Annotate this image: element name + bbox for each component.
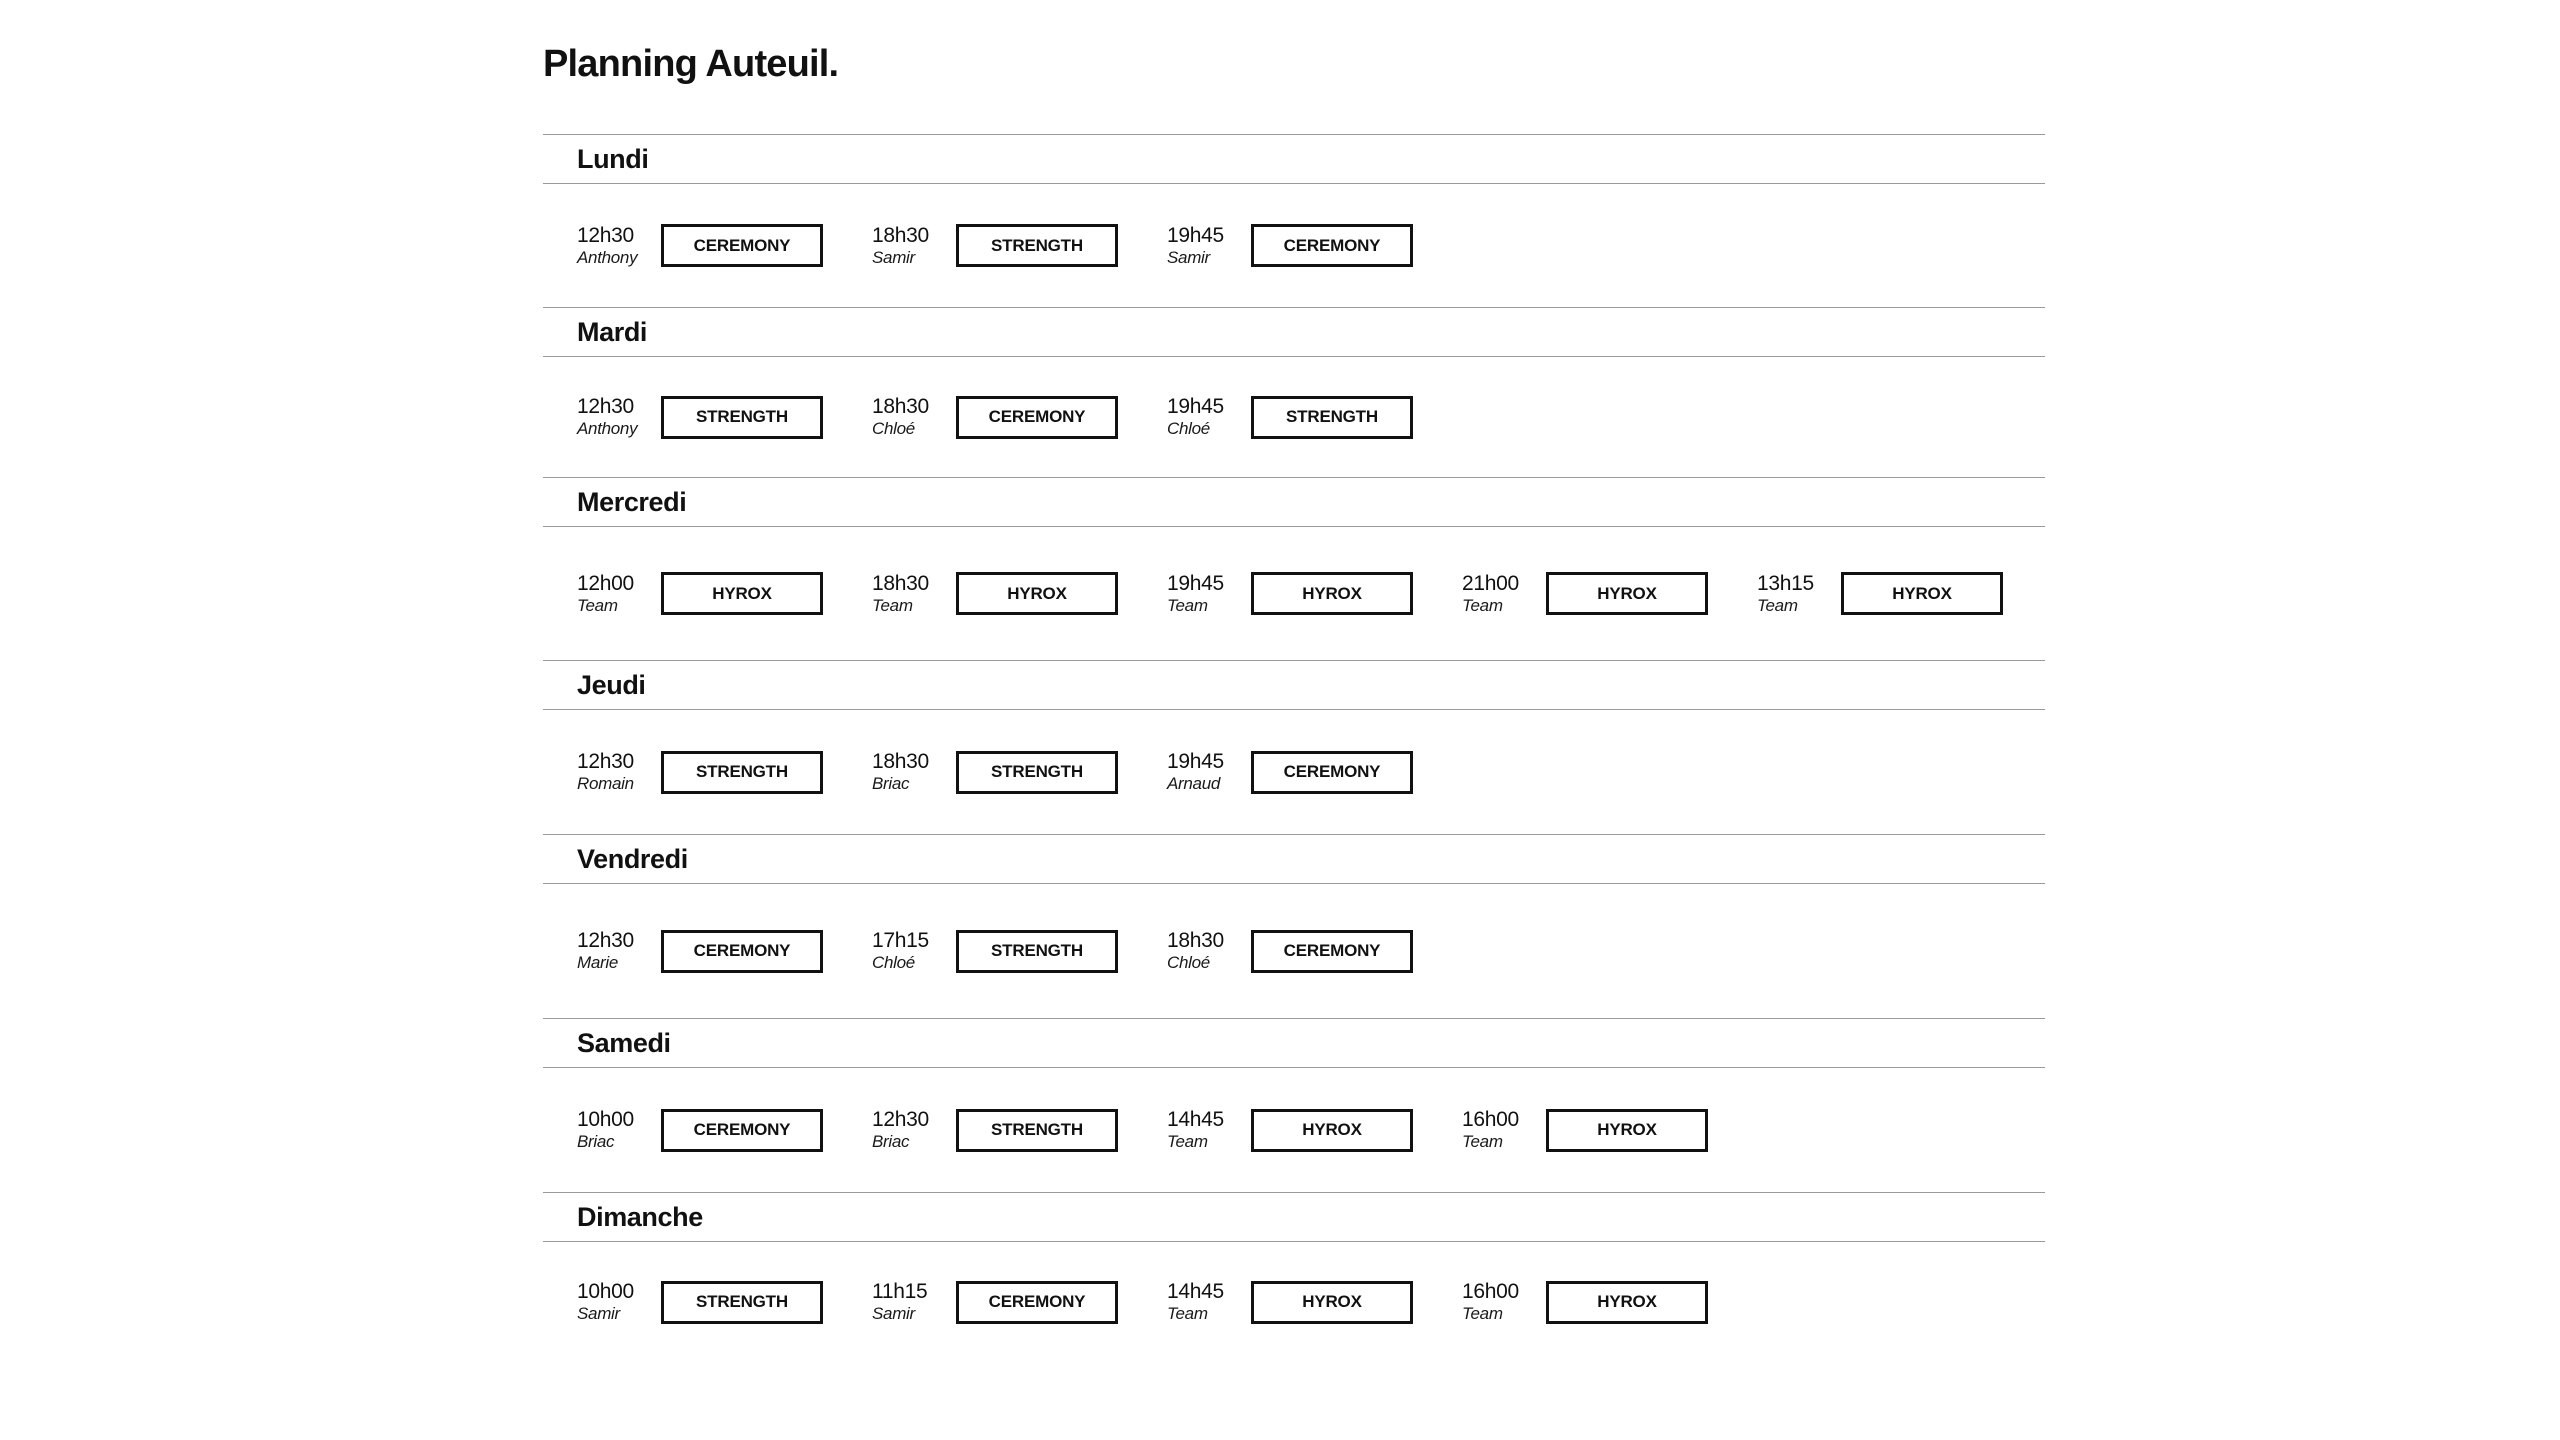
session-coach: Briac (872, 774, 910, 793)
day-sessions-row (543, 1242, 2045, 1362)
session-info (872, 224, 956, 268)
class-badge-button[interactable]: STRENGTH (661, 1281, 823, 1324)
day-sessions-row (543, 357, 2045, 477)
session-slot (872, 572, 1167, 616)
page-title: Planning Auteuil. (543, 43, 839, 85)
session-time: 12h30 (577, 395, 634, 418)
session-info (1167, 750, 1251, 794)
session-info (872, 1280, 956, 1324)
session-time: 19h45 (1167, 571, 1224, 595)
session-time: 16h00 (1462, 1280, 1519, 1303)
session-info (1167, 1280, 1251, 1324)
day-sessions-row (543, 184, 2045, 307)
class-badge-button[interactable]: HYROX (1546, 1281, 1708, 1324)
session-slot (1167, 929, 1462, 973)
class-badge-button[interactable]: STRENGTH (661, 751, 823, 794)
class-badge-button[interactable]: HYROX (1251, 1281, 1413, 1324)
session-slot (872, 1108, 1167, 1152)
day-header: Lundi (543, 134, 2045, 184)
session-coach: Samir (577, 1304, 620, 1323)
session-coach: Samir (872, 247, 915, 267)
day-sessions-row (543, 884, 2045, 1018)
day-header: Samedi (543, 1018, 2045, 1068)
day-sessions-row (543, 527, 2045, 660)
day-header: Mardi (543, 307, 2045, 357)
session-coach: Anthony (577, 419, 638, 438)
class-badge-button[interactable]: STRENGTH (956, 930, 1118, 973)
session-time: 12h30 (577, 223, 634, 247)
session-coach: Chloé (1167, 419, 1210, 438)
session-slot (1462, 1108, 1757, 1152)
session-coach: Team (872, 595, 913, 615)
session-time: 18h30 (872, 750, 929, 773)
session-info (1757, 572, 1841, 616)
session-time: 18h30 (1167, 929, 1224, 952)
session-slot (1167, 572, 1462, 616)
class-badge-button[interactable]: STRENGTH (661, 396, 823, 439)
day-header: Dimanche (543, 1192, 2045, 1242)
class-badge-button[interactable]: CEREMONY (1251, 751, 1413, 794)
class-badge-button[interactable]: CEREMONY (661, 224, 823, 267)
session-time: 19h45 (1167, 395, 1224, 418)
session-info (577, 395, 661, 439)
session-info (1167, 572, 1251, 616)
session-coach: Team (1462, 595, 1503, 615)
session-slot (1167, 1280, 1462, 1324)
week-schedule (543, 134, 2045, 1362)
session-time: 12h30 (577, 750, 634, 773)
class-badge-button[interactable]: CEREMONY (661, 1109, 823, 1152)
session-slot (577, 750, 872, 794)
session-slot (1167, 224, 1462, 268)
day-sessions-row (543, 1068, 2045, 1192)
class-badge-button[interactable]: HYROX (661, 572, 823, 615)
session-info (577, 224, 661, 268)
class-badge-button[interactable]: CEREMONY (1251, 930, 1413, 973)
session-time: 21h00 (1462, 571, 1519, 595)
session-slot (872, 395, 1167, 439)
session-coach: Briac (872, 1132, 910, 1151)
session-slot (577, 395, 872, 439)
session-info (1167, 929, 1251, 973)
session-slot (577, 224, 872, 268)
class-badge-button[interactable]: HYROX (956, 572, 1118, 615)
session-time: 18h30 (872, 395, 929, 418)
session-info (1167, 395, 1251, 439)
session-slot (872, 224, 1167, 268)
class-badge-button[interactable]: HYROX (1546, 572, 1708, 615)
session-time: 14h45 (1167, 1280, 1224, 1303)
class-badge-button[interactable]: STRENGTH (956, 1109, 1118, 1152)
class-badge-button[interactable]: CEREMONY (661, 930, 823, 973)
session-info (1462, 572, 1546, 616)
session-coach: Team (1167, 595, 1208, 615)
class-badge-button[interactable]: STRENGTH (956, 224, 1118, 267)
session-slot (577, 1108, 872, 1152)
session-coach: Briac (577, 1132, 615, 1151)
session-slot (1167, 1108, 1462, 1152)
session-slot (1167, 750, 1462, 794)
session-info (577, 1108, 661, 1152)
session-coach: Chloé (872, 953, 915, 972)
session-coach: Team (1167, 1304, 1208, 1323)
session-slot (872, 1280, 1167, 1324)
session-info (1167, 224, 1251, 268)
day-header: Vendredi (543, 834, 2045, 884)
session-time: 12h00 (577, 571, 634, 595)
session-coach: Team (577, 595, 618, 615)
session-slot (577, 572, 872, 616)
session-coach: Team (1167, 1132, 1208, 1151)
session-time: 14h45 (1167, 1108, 1224, 1131)
session-info (872, 1108, 956, 1152)
session-time: 10h00 (577, 1108, 634, 1131)
session-slot (872, 750, 1167, 794)
class-badge-button[interactable]: CEREMONY (956, 396, 1118, 439)
session-time: 17h15 (872, 929, 929, 952)
session-coach: Team (1462, 1132, 1503, 1151)
session-info (872, 572, 956, 616)
session-coach: Marie (577, 953, 619, 972)
session-coach: Samir (1167, 247, 1210, 267)
session-coach: Anthony (577, 247, 638, 267)
session-time: 19h45 (1167, 750, 1224, 773)
session-time: 18h30 (872, 571, 929, 595)
session-info (872, 395, 956, 439)
session-info (872, 750, 956, 794)
session-coach: Chloé (872, 419, 915, 438)
session-coach: Team (1462, 1304, 1503, 1323)
session-coach: Team (1757, 595, 1798, 615)
session-slot (1167, 395, 1462, 439)
session-info (577, 929, 661, 973)
session-slot (872, 929, 1167, 973)
session-coach: Chloé (1167, 953, 1210, 972)
session-time: 10h00 (577, 1280, 634, 1303)
session-slot (1757, 572, 2052, 616)
class-badge-button[interactable]: HYROX (1251, 572, 1413, 615)
class-badge-button[interactable]: HYROX (1841, 572, 2003, 615)
session-slot (577, 929, 872, 973)
day-header: Jeudi (543, 660, 2045, 710)
day-header: Mercredi (543, 477, 2045, 527)
schedule-page (543, 38, 2045, 1362)
session-info (577, 750, 661, 794)
session-time: 11h15 (872, 1280, 928, 1303)
session-slot (577, 1280, 872, 1324)
class-badge-button[interactable]: HYROX (1546, 1109, 1708, 1152)
session-slot (1462, 1280, 1757, 1324)
session-time: 12h30 (577, 929, 634, 952)
session-info (1167, 1108, 1251, 1152)
session-time: 13h15 (1757, 571, 1814, 595)
session-time: 19h45 (1167, 223, 1224, 247)
session-coach: Arnaud (1167, 774, 1221, 793)
session-info (577, 572, 661, 616)
session-coach: Samir (872, 1304, 915, 1323)
session-info (1462, 1108, 1546, 1152)
class-badge-button[interactable]: HYROX (1251, 1109, 1413, 1152)
session-time: 16h00 (1462, 1108, 1519, 1131)
class-badge-button[interactable]: STRENGTH (1251, 396, 1413, 439)
class-badge-button[interactable]: CEREMONY (956, 1281, 1118, 1324)
session-slot (1462, 572, 1757, 616)
session-coach: Romain (577, 774, 634, 793)
session-info (1462, 1280, 1546, 1324)
session-time: 18h30 (872, 223, 929, 247)
session-info (872, 929, 956, 973)
class-badge-button[interactable]: STRENGTH (956, 751, 1118, 794)
session-time: 12h30 (872, 1108, 929, 1131)
session-info (577, 1280, 661, 1324)
class-badge-button[interactable]: CEREMONY (1251, 224, 1413, 267)
day-sessions-row (543, 710, 2045, 834)
